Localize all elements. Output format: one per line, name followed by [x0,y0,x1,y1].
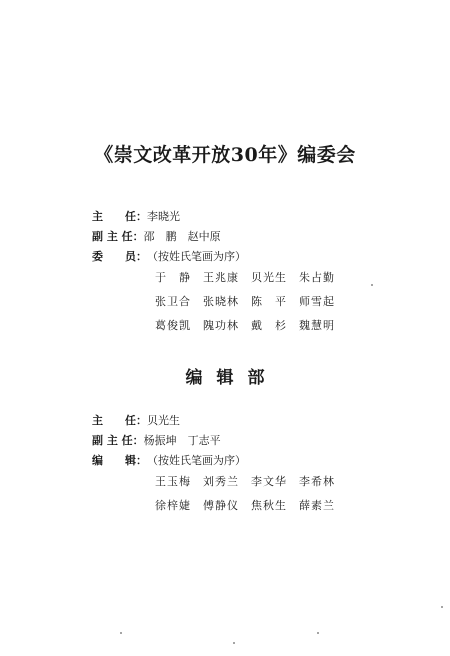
member-name: 王兆康 [203,271,239,284]
editorial-section-title: 编辑部 [185,368,279,388]
editor-name: 刘秀兰 [203,475,239,488]
member-name: 贝光生 [251,271,287,284]
editorial-director-row [92,412,180,428]
editorial-editors-grid [155,473,347,513]
editorial-editors-row [92,452,246,468]
editorial-editors-note: （按姓氏笔画为序） [147,454,246,467]
member-name: 戴 杉 [251,319,287,332]
committee-deputy-value: 邵 鹏 赵中原 [143,230,221,243]
scan-speck [371,284,373,286]
editor-name: 李希林 [299,475,335,488]
member-name: 张晓林 [203,295,239,308]
committee-director-row [92,208,180,224]
committee-director-label: 主 任： [92,210,147,223]
scan-speck [317,632,319,634]
page-title: 《崇文改革开放30年》编委会 [94,144,356,166]
editorial-deputy-row [92,432,221,448]
member-name: 于 静 [155,271,191,284]
scan-speck [120,632,122,634]
editorial-editors-label: 编 辑： [92,454,147,467]
editorial-deputy-value: 杨振坤 丁志平 [143,434,221,447]
editor-name: 焦秋生 [251,499,287,512]
editor-name: 薛素兰 [299,499,335,512]
member-name: 陈 平 [251,295,287,308]
editor-name: 傅静仪 [203,499,239,512]
committee-members-row [92,248,246,264]
member-name: 魏慧明 [299,319,335,332]
member-name: 葛俊凯 [155,319,191,332]
editor-name: 徐梓婕 [155,499,191,512]
committee-members-label: 委 员： [92,250,147,263]
editorial-deputy-label: 副 主 任： [92,434,144,447]
committee-director-value: 李晓光 [147,210,180,223]
editorial-director-label: 主 任： [92,414,147,427]
editor-name: 李文华 [251,475,287,488]
member-name: 张卫合 [155,295,191,308]
member-name: 隗功林 [203,319,239,332]
committee-deputy-label: 副 主 任： [92,230,144,243]
committee-deputy-row [92,228,221,244]
editorial-director-value: 贝光生 [147,414,180,427]
scan-speck [441,606,443,608]
member-name: 师雪起 [299,295,335,308]
committee-members-grid [155,269,347,333]
member-name: 朱占勤 [299,271,335,284]
scan-speck [233,642,235,644]
committee-members-note: （按姓氏笔画为序） [147,250,246,263]
editor-name: 王玉梅 [155,475,191,488]
